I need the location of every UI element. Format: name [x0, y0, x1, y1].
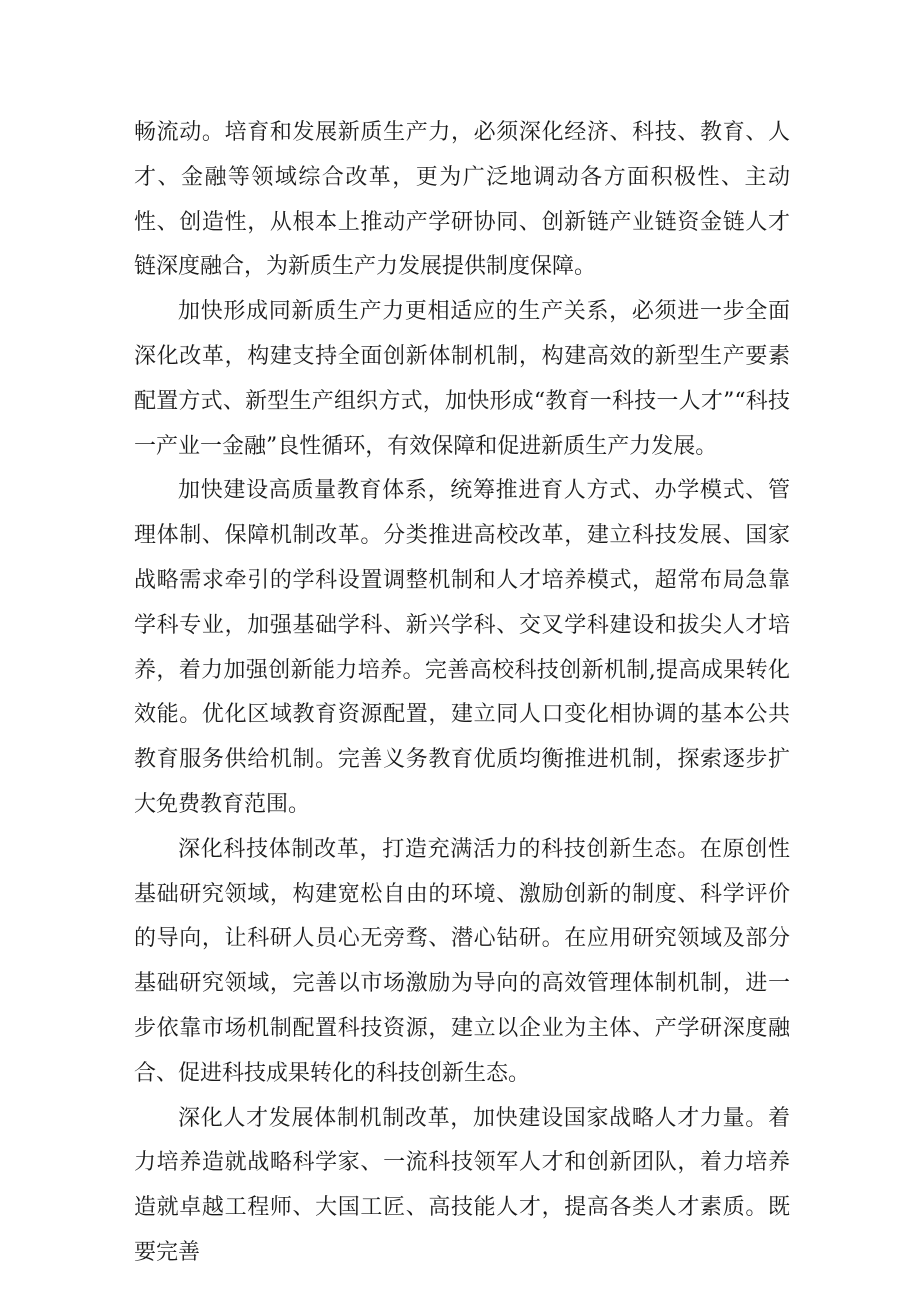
paragraph-3: 加快建设高质量教育体系，统筹推进育人方式、办学模式、管理体制、保障机制改革。分类推进高校改革，建立科技发展、国家战略需求牵引的学科设置调整机制和人才培养模式，超常布局急靠学科专业，加强基础学科、新兴学科、交叉学科建设和拔尖人才培养，着力加强创新能力培养。完善高校科技创新机制,提高成果转化效能。优化区域教育资源配置，建立同人口变化相协调的基本公共教育服务供给机制。完善义务教育优质均衡推进机制，探索逐步扩大免费教育范围。: [134, 478, 790, 817]
paragraph-2: 加快形成同新质生产力更相适应的生产关系，必须进一步全面深化改革，构建支持全面创新体制机制，构建高效的新型生产要素配置方式、新型生产组织方式，加快形成“教育一科技一人才”“科技一产业一金融”良性循环，有效保障和促进新质生产力发展。: [134, 299, 790, 459]
paragraph-5: 深化人才发展体制机制改革，加快建设国家战略人才力量。着力培养造就战略科学家、一流科技领军人才和创新团队，着力培养造就卓越工程师、大国工匠、高技能人才，提高各类人才素质。既要完善: [134, 1105, 790, 1265]
document-page: [134, 111, 790, 1276]
paragraph-1: 畅流动。培育和发展新质生产力，必须深化经济、科技、教育、人才、金融等领域综合改革，更为广泛地调动各方面积极性、主动性、创造性，从根本上推动产学研协同、创新链产业链资金链人才链深度融合，为新质生产力发展提供制度保障。: [134, 120, 790, 280]
paragraph-4: 深化科技体制改革，打造充满活力的科技创新生态。在原创性基础研究领域，构建宽松自由的环境、激励创新的制度、科学评价的导向，让科研人员心无旁骛、潜心钻研。在应用研究领域及部分基础研究领域，完善以市场激励为导向的高效管理体制机制，进一步依靠市场机制配置科技资源，建立以企业为主体、产学研深度融合、促进科技成果转化的科技创新生态。: [134, 836, 790, 1086]
